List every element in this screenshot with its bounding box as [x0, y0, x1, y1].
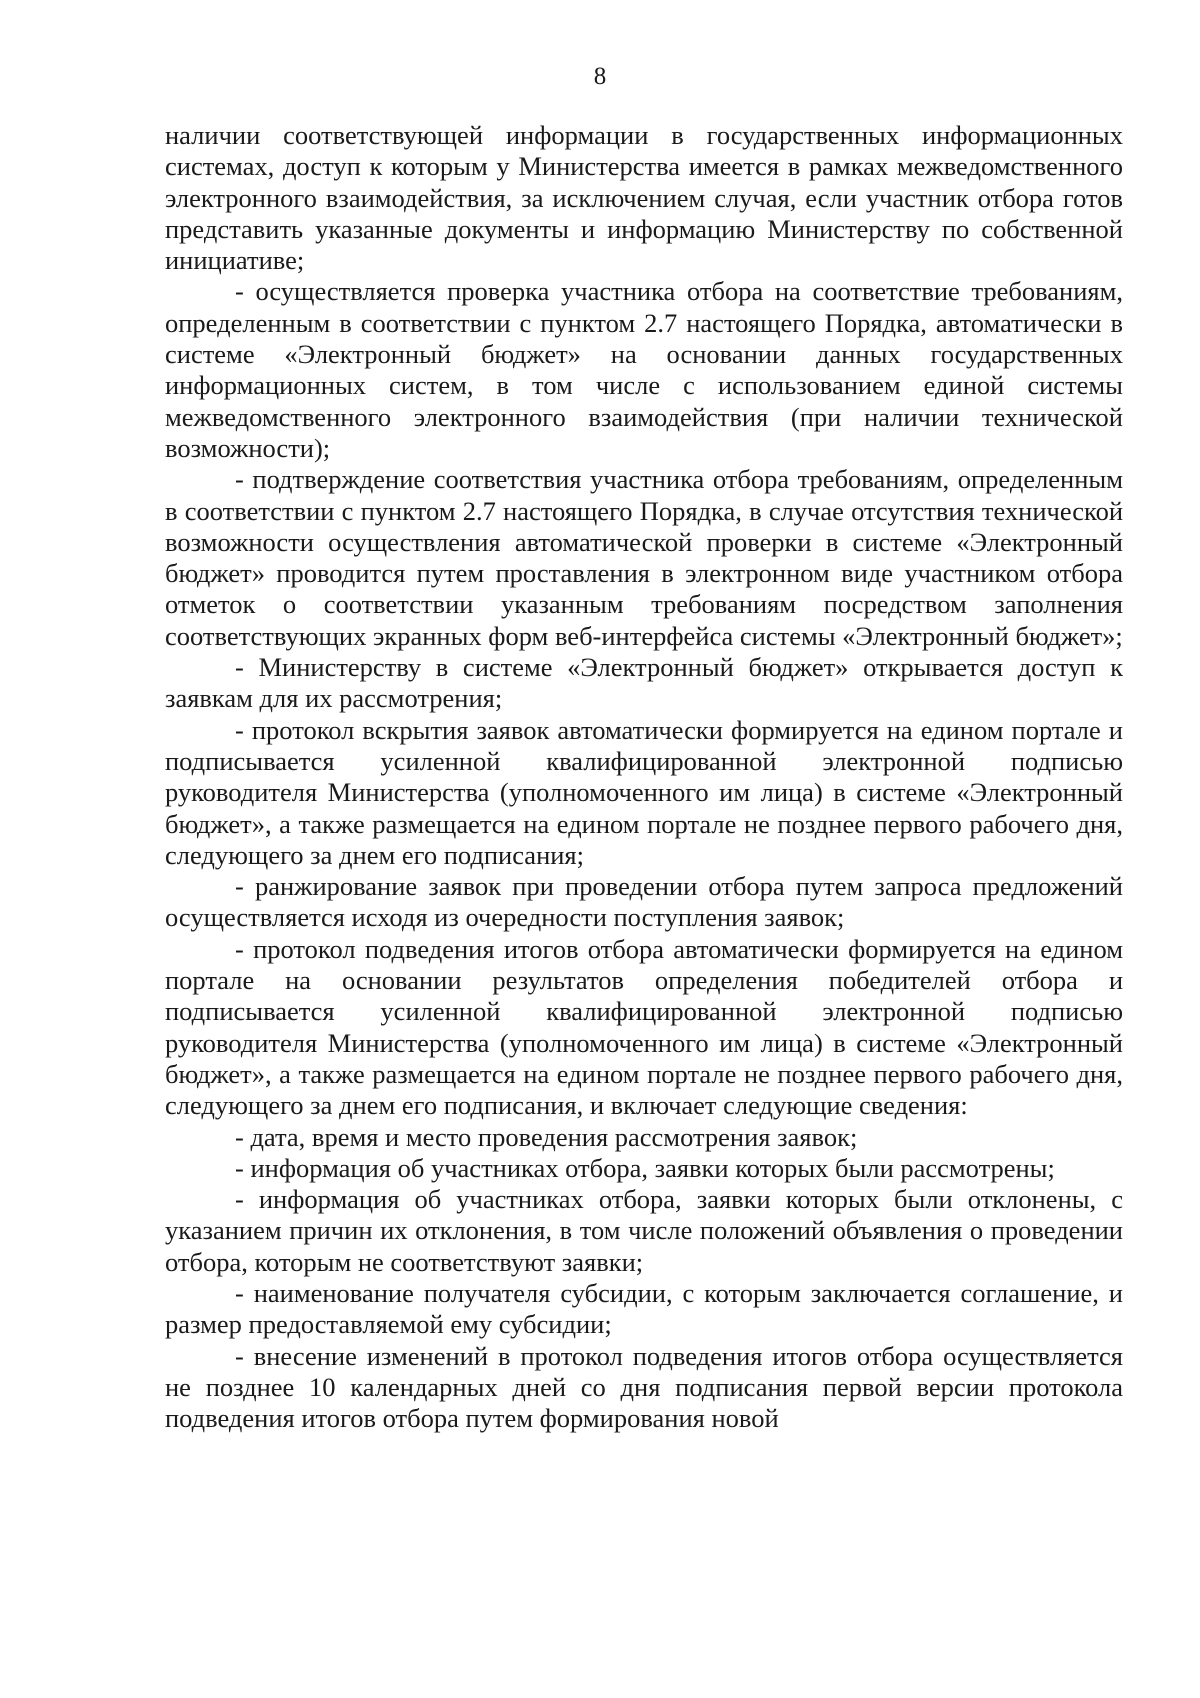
paragraph-opening-protocol: - протокол вскрытия заявок автоматически формируется на едином портале и подписывается усиленной квалифицированной электронной подписью руководителя Министерства (уполномоченного им лица) в системе «Электронный бюджет», а также размещается на едином портале не позднее первого рабочего дня, следующего за днем его подписания;	[165, 714, 1123, 870]
paragraph-reviewed-participants: - информация об участниках отбора, заявки которых были рассмотрены;	[235, 1152, 1055, 1183]
page-number: 8	[593, 63, 607, 90]
paragraph-eligibility-check: - осуществляется проверка участника отбора на соответствие требованиям, определенным в соответствии с пунктом 2.7 настоящего Порядка, автоматически в системе «Электронный бюджет» на основании данных государственных информационных систем, в том числе с использованием единой системы межведомственного электронного взаимодействия (при наличии технической возможности);	[165, 276, 1123, 463]
paragraph-protocol-changes: - внесение изменений в протокол подведения итогов отбора осуществляется не позднее 10 календарных дней со дня подписания первой версии протокола подведения итогов отбора путем формирования новой	[165, 1340, 1123, 1434]
paragraph-results-protocol: - протокол подведения итогов отбора автоматически формируется на едином портале на основании результатов определения победителей отбора и подписывается усиленной квалифицированной электронной подписью руководителя Министерства (уполномоченного им лица) в системе «Электронный бюджет», а также размещается на едином портале не позднее первого рабочего дня, следующего за днем его подписания, и включает следующие сведения:	[165, 933, 1123, 1121]
paragraph-date-time-place: - дата, время и место проведения рассмотрения заявок;	[235, 1121, 858, 1152]
document-body	[165, 120, 1123, 1434]
paragraph-rejected-participants: - информация об участниках отбора, заявки которых были отклонены, с указанием причин их отклонения, в том числе положений объявления о проведении отбора, которым не соответствуют заявки;	[165, 1184, 1123, 1277]
paragraph-recipient-name: - наименование получателя субсидии, с которым заключается соглашение, и размер предоставляемой ему субсидии;	[165, 1277, 1123, 1340]
paragraph-continuation: наличии соответствующей информации в государственных информационных системах, доступ к которым у Министерства имеется в рамках межведомственного электронного взаимодействия, за исключением случая, если участник отбора готов представить указанные документы и информацию Министерству по собственной инициативе;	[165, 120, 1123, 276]
paragraph-ministry-access: - Министерству в системе «Электронный бюджет» открывается доступ к заявкам для их рассмотрения;	[165, 652, 1123, 714]
paragraph-ranking: - ранжирование заявок при проведении отбора путем запроса предложений осуществляется исходя из очередности поступления заявок;	[165, 871, 1123, 933]
paragraph-manual-confirmation: - подтверждение соответствия участника отбора требованиям, определенным в соответствии с пунктом 2.7 настоящего Порядка, в случае отсутствия технической возможности осуществления автоматической проверки в системе «Электронный бюджет» проводится путем проставления в электронном виде участником отбора отметок о соответствии указанным требованиям посредством заполнения соответствующих экранных форм веб-интерфейса системы «Электронный бюджет»;	[165, 464, 1123, 651]
